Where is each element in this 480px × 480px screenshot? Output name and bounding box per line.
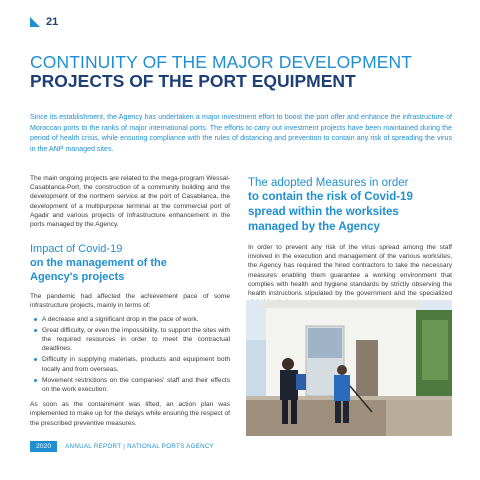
bullet-dot-icon (34, 358, 37, 361)
list-item-text: Movement restrictions on the companies' staff and their effects on the work execution. (42, 376, 230, 394)
disinfection-photo (246, 300, 452, 436)
list-item (42, 315, 230, 324)
page-title-line2: PROJECTS OF THE PORT EQUIPMENT (30, 71, 356, 91)
list-item (42, 376, 230, 394)
bullet-dot-icon (34, 379, 37, 382)
list-item (42, 326, 230, 354)
impact-heading-bold-2: Agency's projects (30, 271, 125, 284)
measures-heading-light: The adopted Measures in order (248, 177, 409, 189)
list-item (42, 355, 230, 373)
list-item-text: Great difficulty, or even the impossibility, to support the sites with the required resources in order to meet the contractual deadlines. (42, 326, 231, 353)
action-plan-paragraph: As soon as the containment was lifted, an action plan was implemented to make up for the delays while ensuring the respect of the prescribed preventive measures. (30, 401, 230, 427)
impact-heading-bold-1: on the management of the (30, 257, 167, 270)
measures-heading-bold-3: managed by the Agency (248, 221, 380, 233)
left-column (30, 174, 230, 428)
footer-text: ANNUAL REPORT | NATIONAL PORTS AGENCY (65, 443, 215, 450)
impact-heading-light: Impact of Covid-19 (30, 243, 123, 256)
measures-paragraph: In order to prevent any risk of the virus spread among the staff involved in the execution and management of the various worksites, the Agency has required the hired contractors to take the necessary measures enabling them guarantee a working environment that complies with health and hygiene standards by strictly observing the health instructions stipulated by the government and the specialized (248, 244, 452, 298)
measures-heading-bold-2: spread within the worksites (248, 206, 399, 218)
measures-heading-bold-1: to contain the risk of Covid-19 (248, 191, 413, 203)
bullet-dot-icon (34, 318, 37, 321)
photo-illustration (246, 300, 452, 436)
corner-triangle-icon (30, 17, 40, 27)
page-number-block (30, 16, 58, 28)
intro-paragraph: Since its establishment, the Agency has undertaken a major investment effort to boost the port offer and enhance the infrastructure of Moroccan ports to the ranks of major international ports. The efforts to carry out investment projects have been maintained during the period of health crisis, while ensuring compliance with the rules of distancing and prevention to contain any risk of spreading the virus in the ANP managed sites. (30, 113, 452, 153)
list-item-text: Difficulty in supplying materials, products and equipment both locally and from overseas. (42, 356, 230, 373)
footer-year: 2020 (30, 441, 57, 452)
pandemic-paragraph: The pandemic had affected the achievement pace of some infrastructure projects, mainly in terms of: (30, 293, 230, 310)
page-number: 21 (46, 16, 59, 28)
impact-bullet-list (30, 315, 230, 395)
projects-paragraph: The main ongoing projects are related to the mega-program Wessal-Casablanca-Port, the construction of a community building and the development of the northern service at the port of Casablanca, the development of a multipurpose terminal at the commercial port of Agadir and various projects of infrastructure enhancement in the ports managed by the Agency. (30, 175, 230, 229)
right-column (248, 176, 452, 307)
footer (30, 441, 214, 452)
list-item-text: A decrease and a significant drop in the pace of work. (42, 315, 199, 323)
page-title-line1: CONTINUITY OF THE MAJOR DEVELOPMENT (30, 52, 413, 72)
bullet-dot-icon (34, 329, 37, 332)
